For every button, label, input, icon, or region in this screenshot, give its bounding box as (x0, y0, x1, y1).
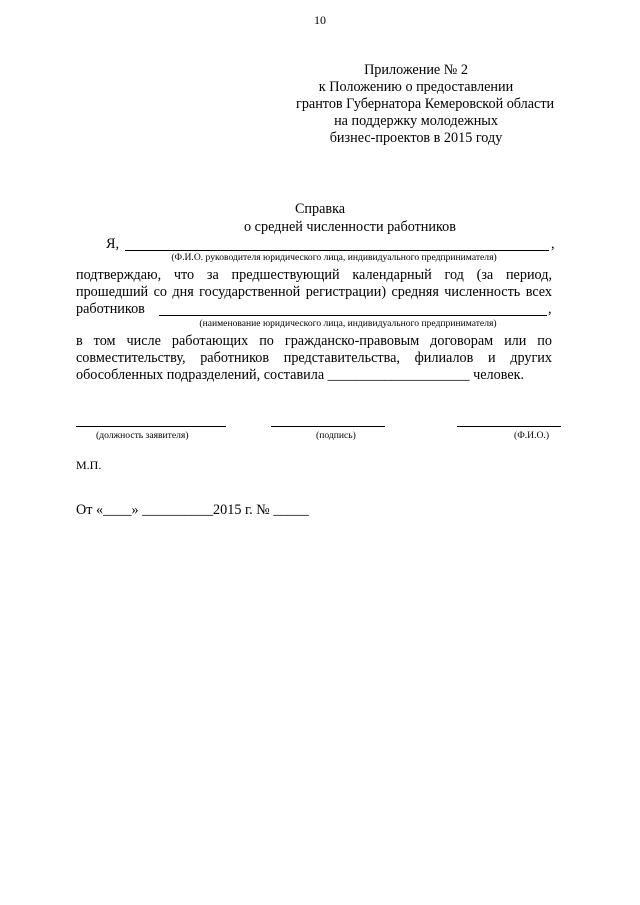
fio-fill-line[interactable] (125, 250, 549, 251)
workers-suffix: , (548, 301, 552, 317)
ya-suffix: , (551, 236, 555, 252)
fio-caption: (Ф.И.О. руководителя юридического лица, индивидуального предпринимателя) (171, 252, 497, 263)
appendix-line: Приложение № 2 (364, 62, 468, 78)
position-fill-line[interactable] (76, 426, 226, 427)
paragraph-1-line-2: прошедший со дня государственной регистрации) средняя численность всех (76, 284, 552, 300)
appendix-line: на поддержку молодежных (334, 113, 498, 129)
position-caption: (должность заявителя) (96, 430, 189, 441)
ya-prefix: Я, (106, 236, 120, 252)
appendix-line: бизнес-проектов в 2015 году (329, 130, 503, 146)
paragraph-2-line-1: в том числе работающих по гражданско-правовым договорам или по (76, 333, 552, 349)
workers-label: работников (76, 301, 145, 317)
stamp-placeholder: М.П. (76, 458, 102, 472)
appendix-line: к Положению о предоставлении (318, 79, 514, 95)
fio-sign-caption: (Ф.И.О.) (514, 430, 550, 441)
organization-caption: (наименование юридического лица, индивидуального предпринимателя) (199, 318, 497, 329)
signature-fill-line[interactable] (271, 426, 385, 427)
fio-sign-fill-line[interactable] (457, 426, 561, 427)
document-subtitle: о средней численности работников (244, 219, 456, 235)
signature-caption: (подпись) (316, 430, 356, 441)
paragraph-2-line-2: совместительству, работников представительства, филиалов и других (76, 350, 552, 366)
paragraph-2-line-3: обособленных подразделений, составила ____________________ человек. (76, 367, 525, 383)
appendix-header (296, 62, 555, 147)
page-number: 10 (314, 13, 326, 27)
paragraph-1-line-1: подтверждаю, что за предшествующий календарный год (за период, (76, 267, 552, 283)
organization-fill-line[interactable] (159, 315, 547, 316)
document-title: Справка (294, 201, 346, 217)
date-number-line: От «____» __________2015 г. № _____ (76, 502, 309, 518)
appendix-line: грантов Губернатора Кемеровской области (296, 96, 555, 112)
